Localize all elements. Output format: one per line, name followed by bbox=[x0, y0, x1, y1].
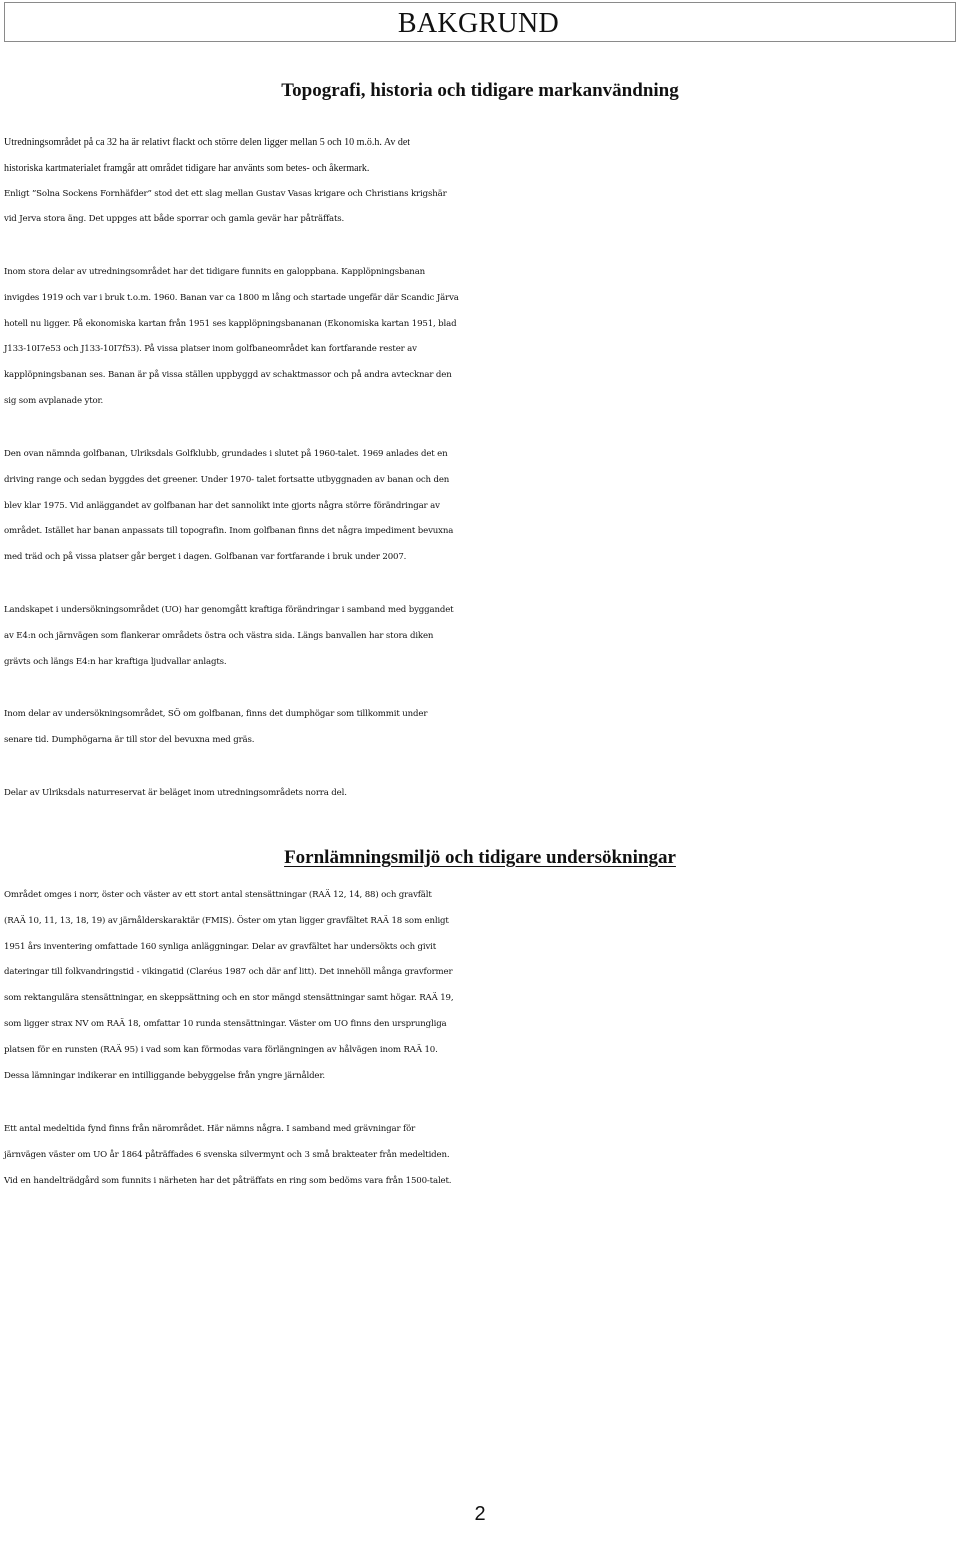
text-line: Området omges i norr, öster och väster av ett stort antal stensättningar (RAÄ 12, 14, 88) och gravfält bbox=[4, 890, 432, 900]
text-line: området. Istället har banan anpassats till topografin. Inom golfbanan finns det några impediment bevuxna bbox=[4, 526, 454, 537]
text-line: vid Jerva stora äng. Det uppges att både sporrar och gamla gevär har påträffats. bbox=[4, 214, 345, 225]
text-line: J133-10I7e53 och J133-10I7f53). På vissa platser inom golfbaneområdet kan fortfarande rester av bbox=[4, 344, 417, 355]
paragraph-topografi-5 bbox=[4, 702, 956, 754]
section-heading-fornlamningsmiljo bbox=[0, 846, 960, 870]
text-line: kapplöpningsbanan ses. Banan är på vissa ställen uppbyggd av schaktmassor och på andra avtecknar den bbox=[4, 370, 452, 381]
paragraph-topografi-1 bbox=[4, 130, 956, 233]
text-line: 1951 års inventering omfattade 160 synliga anläggningar. Delar av gravfältet har undersökts och givit bbox=[4, 941, 437, 952]
text-line: (RAÄ 10, 11, 13, 18, 19) av järnålderskaraktär (FMIS). Öster om ytan ligger gravfältet RAÄ 18 som enligt bbox=[4, 915, 449, 926]
paragraph-fornlamning-1 bbox=[4, 883, 956, 1089]
text-line: som ligger strax NV om RAÄ 18, omfattar 10 runda stensättningar. Väster om UO finns den ursprungliga bbox=[4, 1018, 447, 1029]
text-line: Dessa lämningar indikerar en intilliggande bebyggelse från yngre järnålder. bbox=[4, 1070, 325, 1081]
text-line: Den ovan nämnda golfbanan, Ulriksdals Golfklubb, grundades i slutet på 1960-talet. 1969 anlades det en bbox=[4, 449, 448, 459]
text-line: blev klar 1975. Vid anläggandet av golfbanan har det sannolikt inte gjorts några större förändringar av bbox=[4, 500, 440, 511]
text-line: Ett antal medeltida fynd finns från närområdet. Här nämns några. I samband med grävningar för bbox=[4, 1124, 416, 1134]
text-line: platsen för en runsten (RAÄ 95) i vad som kan förmodas vara förlängningen av hålvägen inom RAÄ 10. bbox=[4, 1044, 438, 1055]
text-line: senare tid. Dumphögarna är till stor del bevuxna med gräs. bbox=[4, 734, 255, 745]
text-line: driving range och sedan byggdes det greener. Under 1970- talet fortsatte utbyggnaden av banan och den bbox=[4, 474, 450, 485]
header-box bbox=[4, 2, 956, 42]
text-line: med träd och på vissa platser går berget i dagen. Golfbanan var fortfarande i bruk under 2007. bbox=[4, 552, 407, 563]
text-line: Utredningsområdet på ca 32 ha är relativt flackt och större delen ligger mellan 5 och 10 m.ö.h. Av det bbox=[4, 137, 411, 148]
paragraph-topografi-2 bbox=[4, 260, 956, 415]
paragraph-topografi-6 bbox=[4, 781, 956, 807]
text-line: historiska kartmaterialet framgår att området tidigare har använts som betes- och åkermark. bbox=[4, 162, 370, 174]
section-heading-topografi: Topografi, historia och tidigare markanvändning bbox=[281, 80, 679, 101]
text-line: sig som avplanade ytor. bbox=[4, 395, 104, 406]
text-line: järnvägen väster om UO år 1864 påträffades 6 svenska silvermynt och 3 små brakteater från medeltiden. bbox=[4, 1149, 450, 1160]
text-line: Vid en handelträdgård som funnits i närheten har det påträffats en ring som bedöms vara från 1500-talet. bbox=[4, 1175, 452, 1186]
paragraph-topografi-3 bbox=[4, 442, 956, 571]
text-line: Inom delar av undersökningsområdet, SÖ om golfbanan, finns det dumphögar som tillkommit under bbox=[4, 709, 428, 719]
text-line: Inom stora delar av utredningsområdet har det tidigare funnits en galoppbana. Kapplöpningsbanan bbox=[4, 267, 426, 277]
text-line: som rektangulära stensättningar, en skeppsättning och en stor mängd stensättningar samt högar. RAÄ 19, bbox=[4, 993, 454, 1004]
text-line: hotell nu ligger. På ekonomiska kartan från 1951 ses kapplöpningsbananan (Ekonomiska kartan 1951, blad bbox=[4, 318, 457, 329]
text-line: invigdes 1919 och var i bruk t.o.m. 1960. Banan var ca 1800 m lång och startade ungefär där Scandic Järva bbox=[4, 292, 459, 303]
text-line: dateringar till folkvandringstid - vikingatid (Claréus 1987 och där anf litt). Det innehöll många gravformer bbox=[4, 967, 453, 978]
section-heading-text: Fornlämningsmiljö och tidigare undersökningar bbox=[284, 847, 676, 868]
paragraph-topografi-4 bbox=[4, 598, 956, 675]
text-line: av E4:n och järnvägen som flankerar områdets östra och västra sida. Längs banvallen har stora diken bbox=[4, 630, 434, 641]
text-line: Landskapet i undersökningsområdet (UO) har genomgått kraftiga förändringar i samband med byggandet bbox=[4, 605, 454, 615]
page-number: 2 bbox=[474, 1503, 486, 1525]
text-line: Enligt ”Solna Sockens Fornhäfder” stod det ett slag mellan Gustav Vasas krigare och Christians krigshär bbox=[4, 188, 447, 199]
text-line: grävts och längs E4:n har kraftiga ljudvallar anlagts. bbox=[4, 656, 227, 667]
page-title: BAKGRUND bbox=[397, 8, 559, 39]
paragraph-fornlamning-2 bbox=[4, 1117, 956, 1194]
text-line: Delar av Ulriksdals naturreservat är beläget inom utredningsområdets norra del. bbox=[4, 788, 347, 798]
